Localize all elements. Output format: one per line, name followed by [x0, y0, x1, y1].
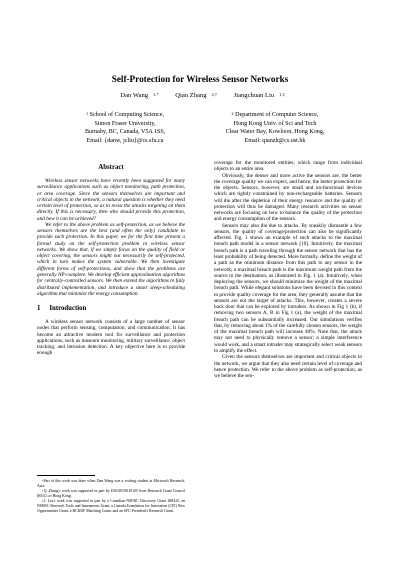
author-list: [0, 92, 400, 100]
author: [229, 92, 285, 99]
affiliation-hkust: [200, 111, 350, 145]
author: [115, 92, 158, 99]
affiliation-text: School of Computing Science,: [89, 112, 165, 118]
affiliation-line: Clear Water Bay, Kowloon, Hong Kong,: [225, 129, 325, 135]
footnote: [37, 499, 185, 513]
affiliation-line: [50, 111, 200, 120]
left-column: [37, 164, 185, 357]
footnote-rule: [37, 475, 95, 476]
abstract-section: [37, 164, 185, 297]
footnote-mark: *: [42, 479, 44, 483]
body-paragraph: coverage for the monitored entities; which range from individual objects to an entire area.: [214, 160, 362, 173]
affiliation-line: Simon Fraser University,: [94, 120, 156, 127]
right-column: [214, 160, 362, 379]
affiliation-line: Hong Kong Univ. of Sci and Tech: [233, 120, 317, 127]
footnote: [37, 479, 185, 488]
body-paragraph: A wireless sensor network consists of a large number of sensor nodes that perform sensing, computation, and communication. It has become an attractive modern tool for surveillance and protection applications, such as museum monitoring, military surveillance, object tracking, and intrusion detection. A key objective here is to provide enough: [37, 319, 185, 357]
affiliation-line: Burnaby, BC, Canada, V5A 1S6,: [84, 129, 166, 135]
author-marks: 2,†: [211, 92, 218, 97]
affiliation-sfu: [50, 111, 200, 145]
body-paragraph: Obviously, the denser and more active the sensors are, the better the coverage quality we can expect, and hence, the better protection for the objects. Sensors, however, are small and un-functional devices which are tightly constrained by non-rechargeable batteries. Sensors will die after the depletion of their energy resource and the quality of protection will thus be damaged. Many research activities on sensor networks are focusing on how to balance the quality of the protection and energy consumption of the sensors.: [214, 172, 362, 223]
author-marks: 1,*: [153, 92, 159, 97]
affiliation-mark: 2: [231, 111, 234, 116]
author-marks: 1,‡: [279, 92, 285, 97]
footnote: [37, 489, 185, 498]
paper-title: Self-Protection for Wireless Sensor Networks: [111, 74, 289, 84]
footnote-mark: †: [42, 489, 44, 494]
section-heading: [37, 305, 185, 313]
author-name: Jiangchuan Liu: [233, 92, 275, 99]
footnote-text: Q. Zhang's work was supported in part by DAG05/06.EG05 from Research Grant Council (RGC) of Hong Kong.: [37, 489, 186, 498]
introduction-section: [37, 305, 185, 357]
affiliation-email: Email: qianzh@cs.ust.hk: [244, 137, 306, 144]
section-title: Introduction: [49, 305, 87, 313]
footnote-text: Part of this work was done when Dan Wang was a visiting student at Microsoft Research, Asia.: [37, 479, 185, 488]
footnote-text: J. Liu's work was supported in part by a Canadian NSERC Discovery Grant 288325, an NSERC Research Tools and Instruments Grant, a Canada Foundation for Innovation (CFI) New Opportunities Grant, a BCKDF Matching Grant, and an SFU President's Research Grant.: [37, 499, 186, 513]
author-name: Dan Wang: [120, 92, 149, 99]
footnote-mark: ‡: [42, 499, 44, 504]
affiliation-line: [200, 111, 350, 120]
abstract-paragraph: We refer to the above problem as self-protection, as we believe the sensors themselves are the best (and often the only) candidate to provide such protection. In this paper, we for the first time present a formal study on the self-protection problem in wireless sensor networks. We show that, if we simply focus on the quality of field or object covering, the sensors might not necessarily be self-protected, which in turn makes the system vulnerable. We then investigate different forms of self-protections, and show that the problems are generally NP-complete. We develop efficient approximation algorithms for centrally-controlled sensors. We then extend the algorithms to fully distributed implementation, and introduce a smart sleep-scheduling algorithm that minimize the energy consumption.: [37, 221, 185, 297]
abstract-heading: Abstract: [98, 164, 124, 171]
affiliation-email: Email: {danw, jcliu}@cs.sfu.ca: [86, 137, 164, 144]
affiliation-mark: 1: [85, 111, 89, 116]
abstract-paragraph: Wireless sensor networks have recently been suggested for many surveillance applications such as object monitoring, path protection, or area coverage. Since the sensors themselves are important and critical objects in the network, a natural question is whether they need certain level of protection, so as to resist the attacks targeting on them directly. If this is necessary, then who should provide this protection, and how it can be achieved?: [37, 178, 185, 222]
author-name: Qian Zhang: [175, 92, 207, 99]
body-paragraph: Sensors may also die due to attacks. By sneakily dismantle a few sensors, the quality of coverage/protection can also be significantly affected. Fig. 1 shows an example of such attacks to the maximal breach path model in a sensor network [10]. Intuitively, the maximal breach path is a path traveling through the sensor network that has the least probability of being detected. More formally, define the weight of a path as the minimum distance from this path to any sensor in the network; a maximal breach path is the maximum weight path from the source to the destination, as illustrated in Fig. 1 (a). Intuitively, when deploying the sensors, we should minimize the weight of the maximal breach path. While elegant solutions have been devised in this context to provide quality coverage for the area, they generally assume that the sensors are not the target of attacks. This, however, creates a severe back door that can be explored by intruders. As shown in Fig 1 (b), if removing two sensors A, B in Fig 1 (a), the weight of the maximal breach path can be substantially increased. Our simulations verifies that, by removing about 1% of the carefully chosen sensors, the weight of the maximal breach path will increase 40%. Note that, the attack may not need to physically remove a sensor; a simple interference would work, and a smart intruder may strategically select weak sensors to amplify the effect.: [214, 222, 362, 354]
author: [170, 92, 217, 99]
affiliation-text: Department of Computer Science,: [235, 112, 319, 118]
footnotes: [37, 475, 185, 514]
body-paragraph: Given the sensors themselves are important and critical objects in the network, we argue that they also need certain level of coverage and hence protection. We refer to the above problem as self-protection, as we believe the sen-: [214, 354, 362, 380]
section-number: 1: [37, 305, 41, 313]
